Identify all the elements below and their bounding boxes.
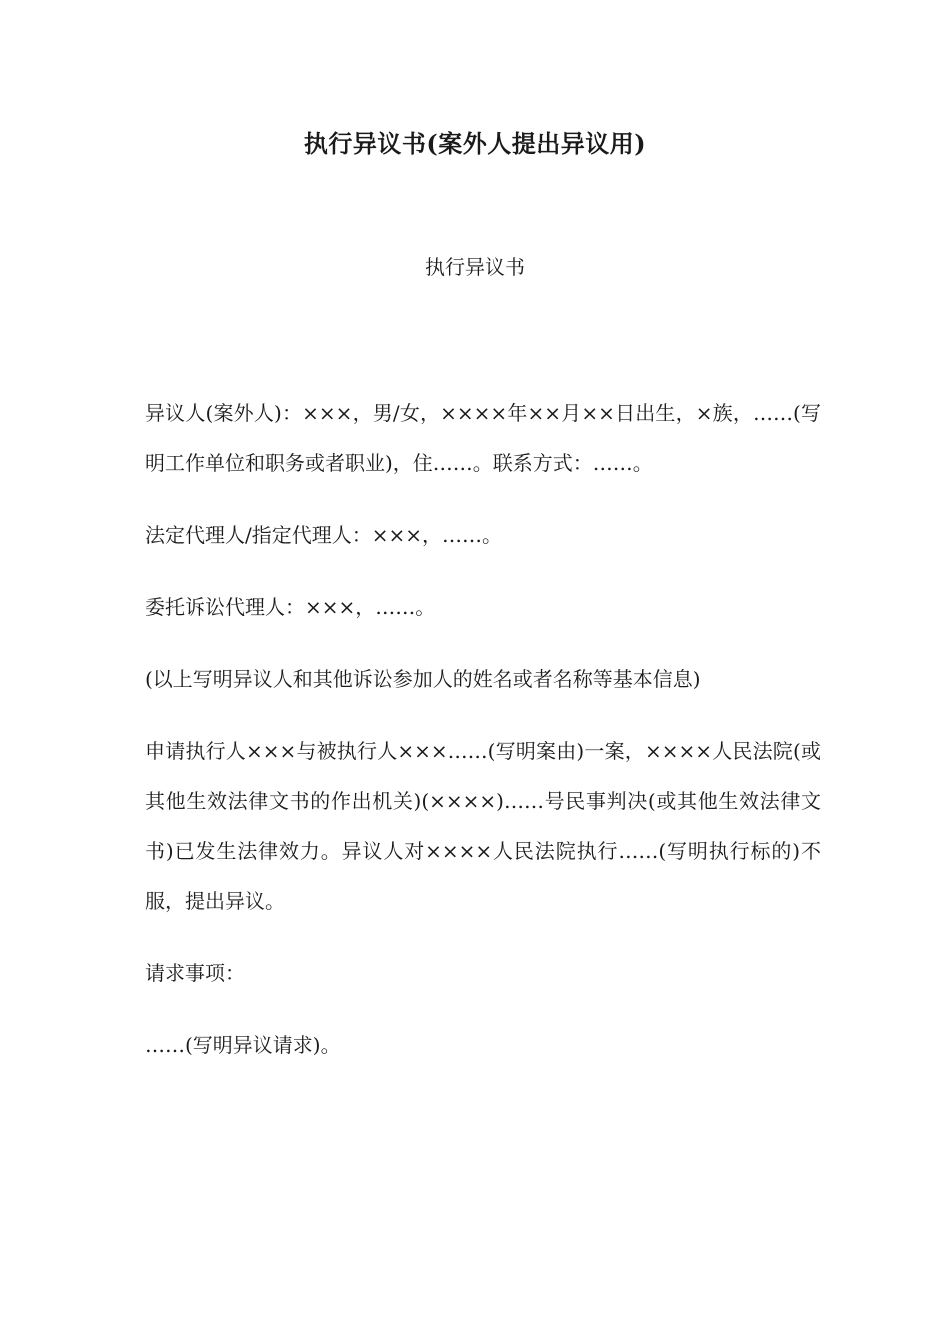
paragraph-legal-representative: 法定代理人/指定代理人：×××，……。 [145, 523, 503, 547]
document-body [145, 388, 821, 1092]
paragraph-note: (以上写明异议人和其他诉讼参加人的姓名或者名称等基本信息) [145, 667, 701, 691]
paragraph-claims-heading: 请求事项： [145, 961, 245, 985]
paragraph-objector-info: 异议人(案外人)：×××，男/女，××××年××月××日出生，×族，……(写明工作单位和职务或者职业)，住……。联系方式：……。 [145, 401, 821, 475]
paragraph-case-facts: 申请执行人×××与被执行人×××……(写明案由)一案，××××人民法院(或其他生效法律文书的作出机关)(××××)……号民事判决(或其他生效法律文书)已发生法律效力。异议人对××××人民法院执行……(写明执行标的)不服，提出异议。 [145, 739, 821, 913]
document-title: 执行异议书(案外人提出异议用) [303, 129, 647, 158]
paragraph-entrusted-agent: 委托诉讼代理人：×××，……。 [145, 595, 436, 619]
document-subtitle: 执行异议书 [425, 255, 525, 279]
paragraph-claims: ……(写明异议请求)。 [145, 1033, 341, 1057]
